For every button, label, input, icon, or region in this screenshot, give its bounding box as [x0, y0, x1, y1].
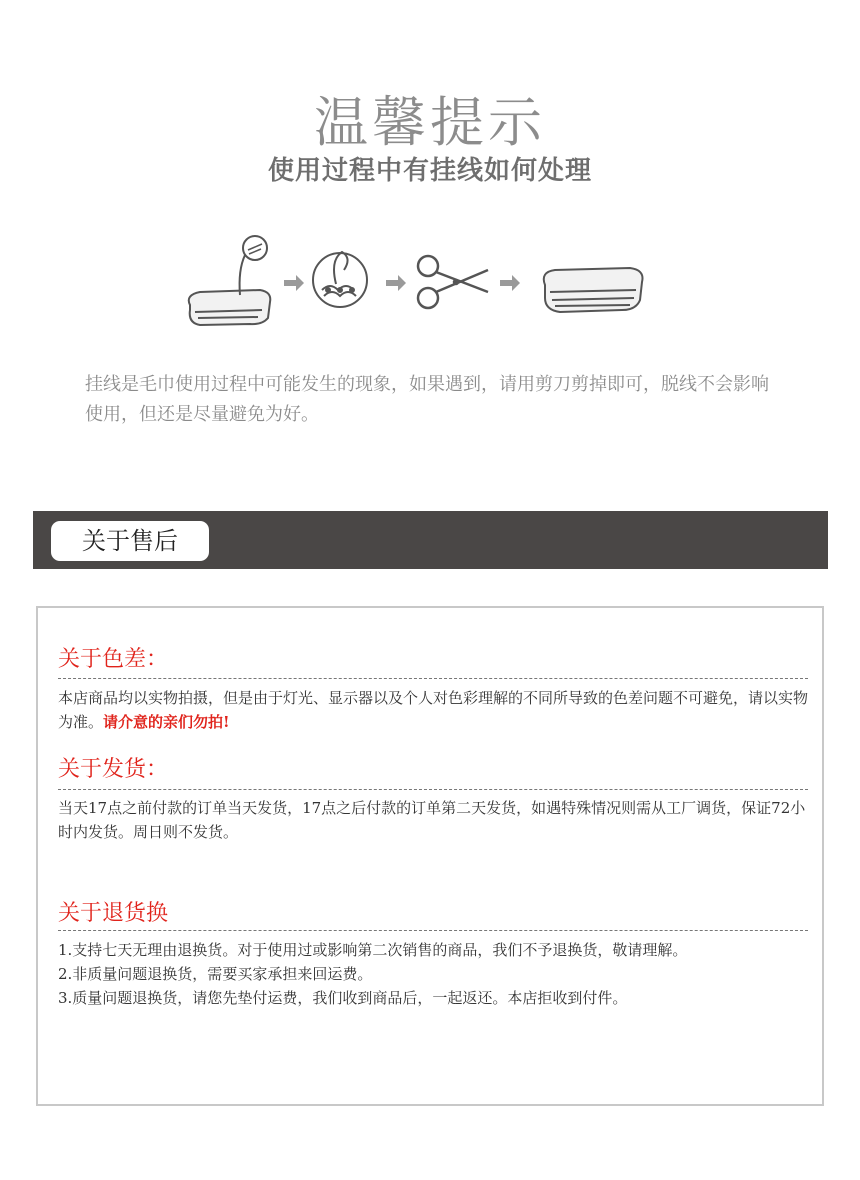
list-item: 3.质量问题退换货，请您先垫付运费，我们收到商品后，一起返还。本店拒收到付件。 [58, 989, 628, 1007]
list-item: 2.非质量问题退换货，需要买家承担来回运费。 [58, 965, 373, 983]
divider [58, 678, 808, 679]
scissors-icon [418, 256, 488, 308]
after-sales-banner [33, 511, 828, 569]
color-section-title: 关于色差： [58, 647, 169, 672]
page-subtitle: 使用过程中有挂线如何处理 [267, 156, 592, 186]
shipping-section-text: 当天17点之前付款的订单当天发货，17点之后付款的订单第二天发货，如遇特殊情况则需从工厂调货，保证72小时内发货。周日则不发货。 [58, 799, 806, 841]
divider [58, 930, 808, 931]
returns-section-title: 关于退货换 [58, 901, 169, 926]
divider [58, 789, 808, 790]
arrow-right-icon [386, 275, 406, 291]
arrow-right-icon [500, 275, 520, 291]
steps-illustration [0, 230, 860, 340]
color-section-text [58, 686, 808, 734]
returns-list [58, 938, 808, 1010]
after-sales-panel [36, 606, 824, 1106]
folded-towel-icon [544, 268, 643, 312]
page-title: 温馨提示 [314, 91, 546, 154]
after-sales-tab: 关于售后 [51, 521, 209, 561]
towel-with-loose-thread-icon [189, 236, 271, 325]
thread-tip-text: 挂线是毛巾使用过程中可能发生的现象，如果遇到，请用剪刀剪掉即可，脱线不会影响使用，但还是尽量避免为好。 [85, 374, 769, 425]
color-warning: 请介意的亲们勿拍! [103, 713, 230, 731]
magnified-thread-loop-icon [313, 252, 367, 307]
list-item: 1.支持七天无理由退换货。对于使用过或影响第二次销售的商品，我们不予退换货，敬请理解。 [58, 941, 688, 959]
arrow-right-icon [284, 275, 304, 291]
shipping-section-title: 关于发货： [58, 757, 169, 782]
color-text: 本店商品均以实物拍摄，但是由于灯光、显示器以及个人对色彩理解的不同所导致的色差问题不可避免，请以实物为准。 [58, 689, 809, 731]
